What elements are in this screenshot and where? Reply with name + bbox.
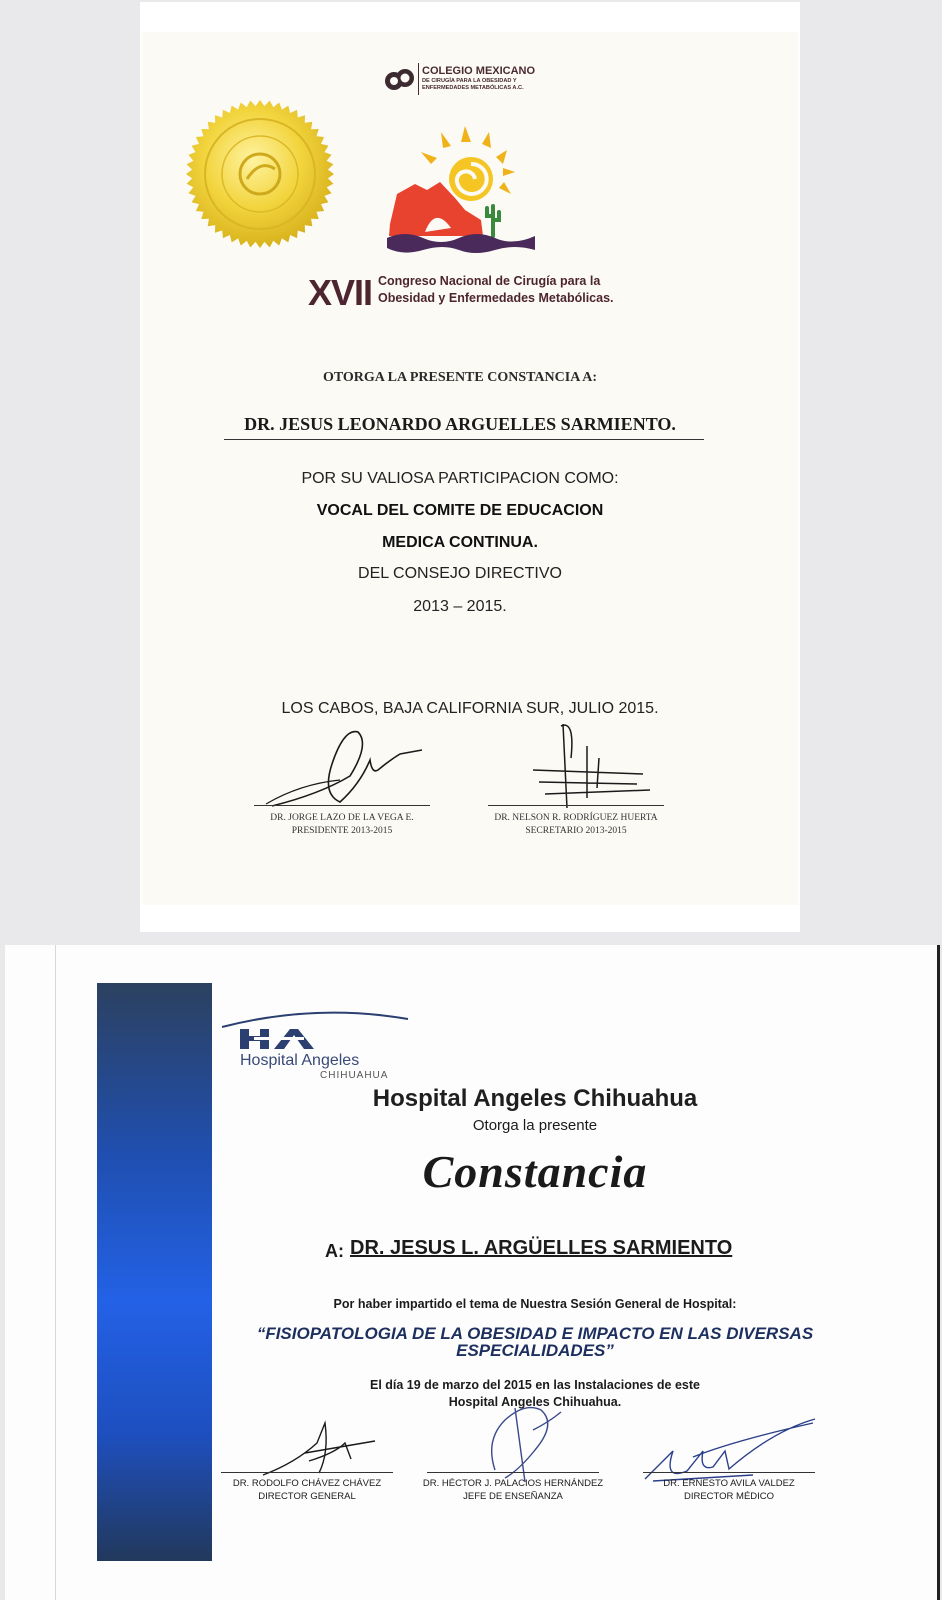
org-subtitle-2: ENFERMEDADES METABÓLICAS A.C. xyxy=(422,85,524,91)
gold-seal-icon xyxy=(185,99,335,249)
event-title-line-2: Obesidad y Enfermedades Metabólicas. xyxy=(378,291,614,305)
place-date: LOS CABOS, BAJA CALIFORNIA SUR, JULIO 2015. xyxy=(281,700,659,717)
certificate-congress xyxy=(140,2,800,932)
logo-city: CHIHUAHUA xyxy=(320,1070,389,1081)
signatory-name: DR. HÉCTOR J. PALACIOS HERNÁNDEZ xyxy=(422,1478,604,1489)
signatory-title: DIRECTOR GENERAL xyxy=(258,1491,356,1502)
signatory-name: DR. RODOLFO CHÁVEZ CHÁVEZ xyxy=(232,1478,382,1489)
grant-text: Otorga la presente xyxy=(472,1117,598,1134)
signature-president xyxy=(260,724,435,816)
recipient-underline xyxy=(224,439,704,440)
signature-line-2 xyxy=(427,1472,599,1473)
signature-line-secretary xyxy=(488,805,664,806)
org-name: COLEGIO MEXICANO xyxy=(422,65,536,77)
signatory-title: DIRECTOR MÉDICO xyxy=(683,1491,775,1502)
colegio-emblem-icon xyxy=(384,63,416,95)
date-line-2: Hospital Angeles Chihuahua. xyxy=(448,1395,622,1409)
event-edition: XVII xyxy=(308,272,373,313)
council-text: DEL CONSEJO DIRECTIVO xyxy=(358,565,562,582)
recipient-name: DR. JESUS L. ARGÜELLES SARMIENTO xyxy=(350,1237,733,1259)
institution-title: Hospital Angeles Chihuahua xyxy=(372,1085,698,1112)
signatory-secretary xyxy=(474,812,678,838)
signatory-title: PRESIDENTE 2013-2015 xyxy=(291,826,393,836)
recipient-name: DR. JESUS LEONARDO ARGUELLES SARMIENTO. xyxy=(244,414,676,434)
signature-secretary xyxy=(525,718,655,818)
date-line-1: El día 19 de marzo del 2015 en las Instalaciones de este xyxy=(369,1378,701,1392)
hospital-angeles-logo xyxy=(220,1007,420,1087)
signature-line-3 xyxy=(643,1472,815,1473)
topic-line-1: “FISIOPATOLOGIA DE LA OBESIDAD E IMPACTO EN LAS DIVERSAS xyxy=(256,1324,814,1343)
signatory-name: DR. NELSON R. RODRÍGUEZ HUERTA xyxy=(494,813,658,823)
logo-divider xyxy=(418,63,419,95)
event-title-line-1: Congreso Nacional de Cirugía para la xyxy=(378,274,601,288)
role-line-1: VOCAL DEL COMITE DE EDUCACION xyxy=(316,502,604,519)
org-subtitle-1: DE CIRUGÍA PARA LA OBESIDAD Y xyxy=(422,78,517,84)
signature-line-1 xyxy=(221,1472,393,1473)
certificate-hospital xyxy=(5,945,940,1600)
role-line-2: MEDICA CONTINUA. xyxy=(382,534,538,551)
blue-sidebar-bar xyxy=(97,983,212,1561)
congress-sun-arch-icon xyxy=(385,124,545,259)
signatory-medical-director xyxy=(623,1477,835,1503)
signatory-title: JEFE DE ENSEÑANZA xyxy=(463,1491,563,1502)
signatory-title: SECRETARIO 2013-2015 xyxy=(525,826,627,836)
recipient-prefix: A: xyxy=(325,1241,344,1261)
reason-text: Por haber impartido el tema de Nuestra Sesión General de Hospital: xyxy=(333,1297,737,1311)
ha-monogram-icon xyxy=(240,1027,318,1051)
signatory-name: DR. ERNESTO AVILA VALDEZ xyxy=(663,1478,795,1489)
signatory-head-teaching xyxy=(407,1477,619,1503)
signatory-name: DR. JORGE LAZO DE LA VEGA E. xyxy=(270,813,414,823)
logo-arc-icon xyxy=(220,1007,420,1029)
period-text: 2013 – 2015. xyxy=(413,598,507,615)
signatory-director-general xyxy=(201,1477,413,1503)
document-title: Constancia xyxy=(422,1146,648,1197)
grant-text: OTORGA LA PRESENTE CONSTANCIA A: xyxy=(322,370,598,385)
participation-intro: POR SU VALIOSA PARTICIPACION COMO: xyxy=(301,470,619,487)
page-edge xyxy=(55,945,56,1600)
signatory-president xyxy=(240,812,444,838)
logo-name: Hospital Angeles xyxy=(240,1052,360,1069)
topic-line-2: ESPECIALIDADES” xyxy=(456,1341,614,1360)
colegio-mexicano-logo xyxy=(384,61,604,101)
signature-line-president xyxy=(254,805,430,806)
